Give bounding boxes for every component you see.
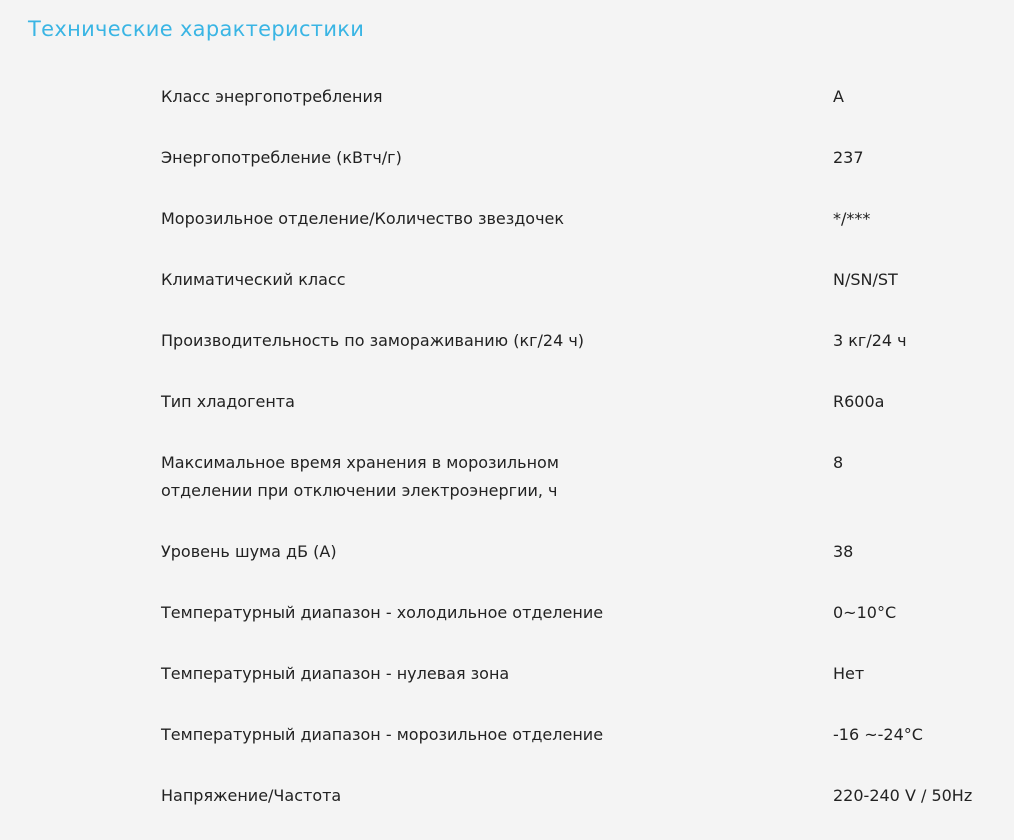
spec-value: 220-240 V / 50Hz xyxy=(833,786,973,805)
spec-value: -16 ~-24°C xyxy=(833,725,923,744)
spec-row-energy-class xyxy=(161,80,1006,141)
spec-value: 38 xyxy=(833,542,854,561)
spec-label: Температурный диапазон - холодильное отделение xyxy=(161,603,604,622)
spec-row-storage-time xyxy=(161,446,1006,535)
spec-row-freezer-stars xyxy=(161,202,1006,263)
spec-row-energy-consumption xyxy=(161,141,1006,202)
spec-value: */*** xyxy=(833,209,871,228)
spec-row-freezer-temperature xyxy=(161,718,1006,779)
spec-row-freezing-capacity xyxy=(161,324,1006,385)
spec-row-voltage-frequency xyxy=(161,779,1006,840)
spec-label: Тип хладогента xyxy=(161,392,295,411)
spec-label: Напряжение/Частота xyxy=(161,786,342,805)
spec-value: R600a xyxy=(833,392,885,411)
spec-value: Нет xyxy=(833,664,865,683)
spec-row-climate-class xyxy=(161,263,1006,324)
spec-value: 3 кг/24 ч xyxy=(833,331,907,350)
spec-label: Температурный диапазон - морозильное отделение xyxy=(161,725,604,744)
spec-label: Температурный диапазон - нулевая зона xyxy=(161,664,510,683)
spec-value: 8 xyxy=(833,453,844,472)
spec-row-fridge-temperature xyxy=(161,596,1006,657)
spec-value: 237 xyxy=(833,148,864,167)
spec-label: Энергопотребление (кВтч/г) xyxy=(161,148,402,167)
section-title: Технические характеристики xyxy=(28,17,365,41)
spec-value: 0~10°C xyxy=(833,603,897,622)
spec-label: Уровень шума дБ (A) xyxy=(161,542,337,561)
spec-row-refrigerant xyxy=(161,385,1006,446)
spec-row-noise-level xyxy=(161,535,1006,596)
spec-label: Климатический класс xyxy=(161,270,346,289)
spec-value: A xyxy=(833,87,844,106)
spec-label: Морозильное отделение/Количество звездочек xyxy=(161,209,565,228)
specifications-table xyxy=(161,80,1006,840)
spec-label: Класс энергопотребления xyxy=(161,87,383,106)
spec-label: Максимальное время хранения в морозильном отделении при отключении электроэнергии, ч xyxy=(161,453,559,500)
spec-row-zero-zone-temperature xyxy=(161,657,1006,718)
spec-label: Производительность по замораживанию (кг/24 ч) xyxy=(161,331,585,350)
spec-value: N/SN/ST xyxy=(833,270,898,289)
